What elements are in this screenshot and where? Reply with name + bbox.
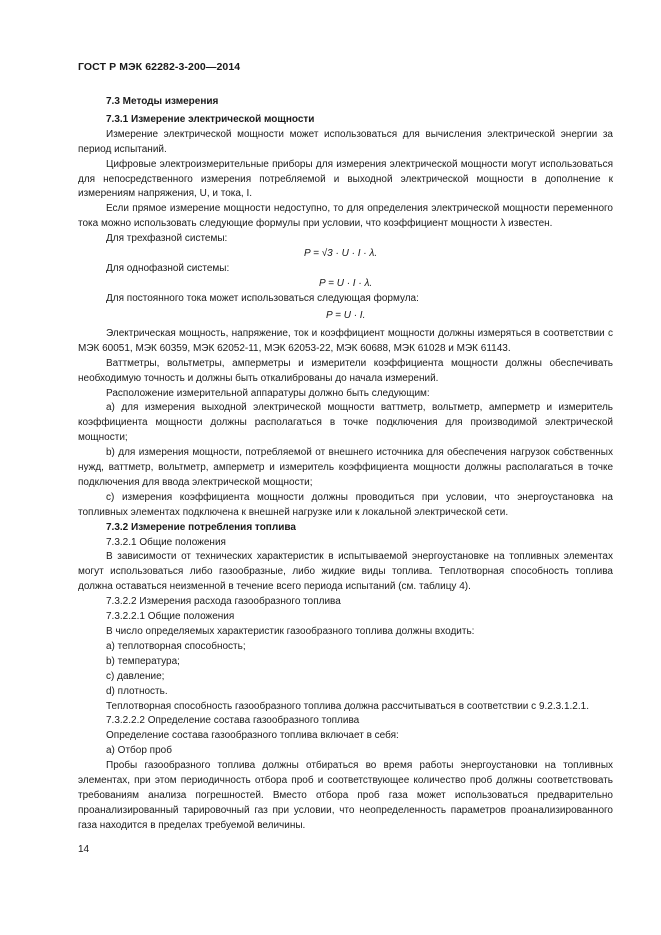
formula-row xyxy=(78,247,613,262)
paragraph: Ваттметры, вольтметры, амперметры и измерители коэффициента мощности должны обеспечивать необходимую точность и должны быть откалиброваны до начала измерений. xyxy=(78,357,613,384)
formula-label: Для постоянного тока может использоваться следующая формула: xyxy=(106,292,419,304)
paragraph: Теплотворная способность газообразного топлива должна рассчитываться в соответствии с 9.2.3.1.2.1. xyxy=(106,700,589,712)
formula-row xyxy=(78,309,613,324)
paragraph: Определение состава газообразного топлива включает в себя: xyxy=(106,730,399,742)
paragraph: В число определяемых характеристик газообразного топлива должны входить: xyxy=(106,626,475,637)
dc-formula: P = U · I. xyxy=(326,309,366,321)
list-item: b) для измерения мощности, потребляемой от внешнего источника для обеспечения нагрузок собственных нужд, ваттметр, вольтметр, амперметр и измеритель коэффициента мощности должны располагаться в точке подключения для ввода электрической мощности; xyxy=(78,447,613,488)
subsection-heading: 7.3.2.2.1 Общие положения xyxy=(106,611,235,623)
section-7-3-2-heading: 7.3.2 Измерение потребления топлива xyxy=(106,521,296,533)
formula-row xyxy=(78,277,613,292)
list-item: a) теплотворная способность; xyxy=(106,640,246,652)
paragraph: Если прямое измерение мощности недоступно, то для определения электрической мощности переменного тока можно использовать следующие формулы при условии, что коэффициент мощности λ известен. xyxy=(78,203,613,230)
paragraph: Пробы газообразного топлива должны отбираться во время работы энергоустановки на топливных элементах, при этом периодичность отбора проб и соответствующее количество проб должны соответствовать требованиям анализа погрешностей. Вместо отбора проб газа может использоваться предварительно проанализированный тарировочный газ при условии, что неопределенность параметров проанализированного газа находится в пределах требуемой величины. xyxy=(78,760,613,831)
list-item: d) плотность. xyxy=(106,685,168,697)
paragraph: Цифровые электроизмерительные приборы для измерения электрической мощности могут использоваться для непосредственного измерения потребляемой и выходной электрической мощности в дополнение к измерениям напряжения, U, и тока, I. xyxy=(78,158,613,200)
document-body xyxy=(78,92,613,834)
paragraph: Электрическая мощность, напряжение, ток и коэффициент мощности должны измеряться в соответствии с МЭК 60051, МЭК 60359, МЭК 62052-11, МЭК 62053-22, МЭК 60688, МЭК 61028 и МЭК 61143. xyxy=(78,327,613,354)
section-7-3-heading: 7.3 Методы измерения xyxy=(106,96,219,107)
subsection-heading: 7.3.2.2 Измерения расхода газообразного топлива xyxy=(106,596,341,608)
list-item: b) температура; xyxy=(106,655,180,667)
document-header: ГОСТ Р МЭК 62282-3-200—2014 xyxy=(78,61,241,73)
single-phase-formula: P = U · I · λ. xyxy=(319,277,373,289)
list-item: a) Отбор проб xyxy=(106,745,172,757)
paragraph: Измерение электрической мощности может использоваться для вычисления электрической энергии за период испытаний. xyxy=(78,128,613,155)
formula-label: Для трехфазной системы: xyxy=(106,233,228,245)
list-item: c) давление; xyxy=(106,670,165,682)
formula-label: Для однофазной системы: xyxy=(106,263,230,275)
page-number: 14 xyxy=(78,844,90,855)
paragraph: Расположение измерительной аппаратуры должно быть следующим: xyxy=(106,387,430,399)
three-phase-formula: P = √3 · U · I · λ. xyxy=(304,248,378,260)
subsection-heading: 7.3.2.1 Общие положения xyxy=(106,536,226,548)
list-item: a) для измерения выходной электрической мощности ваттметр, вольтметр, амперметр и измеритель коэффициента мощности должны располагаться в точке подключения для производимой электрической мощности; xyxy=(78,402,613,444)
paragraph: В зависимости от технических характеристик в испытываемой энергоустановке на топливных элементах могут использоваться либо газообразные, либо жидкие виды топлива. Теплотворная способность топлива должна оставаться неизменной в течение всего периода испытаний (см. таблицу 4). xyxy=(78,551,613,593)
list-item: c) измерения коэффициента мощности должны проводиться при условии, что энергоустановка на топливных элементах подключена к внешней нагрузке или к локальной электрической сети. xyxy=(78,491,613,518)
subsection-heading: 7.3.2.2.2 Определение состава газообразного топлива xyxy=(106,715,360,727)
section-7-3-1-heading: 7.3.1 Измерение электрической мощности xyxy=(106,113,315,125)
